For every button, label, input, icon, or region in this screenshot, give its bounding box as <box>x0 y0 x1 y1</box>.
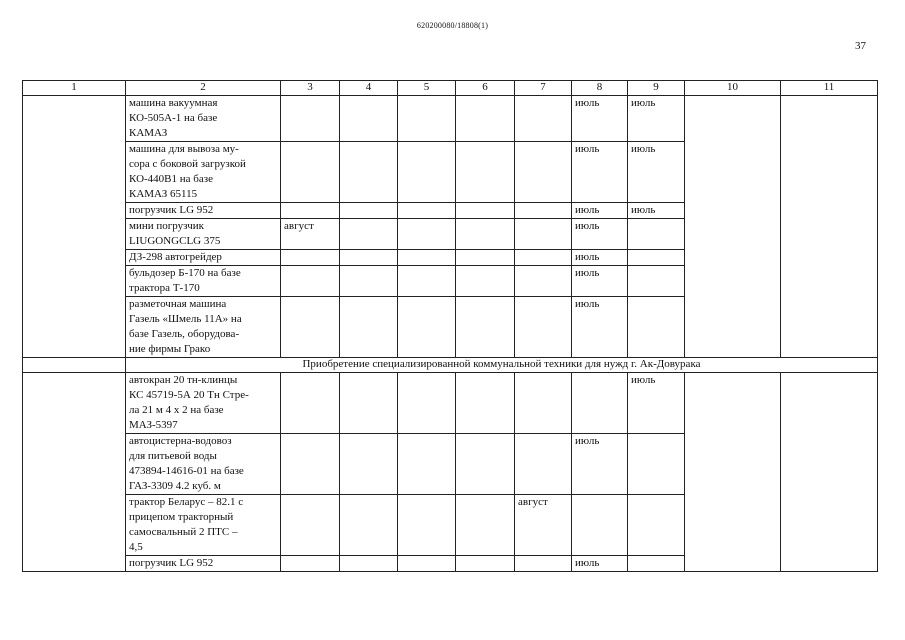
cell-col-7 <box>515 373 572 434</box>
cell-col-8: июль <box>572 96 628 142</box>
equipment-name-line: ГАЗ-3309 4.2 куб. м <box>129 480 221 492</box>
cell-col-7 <box>515 219 572 250</box>
cell-col-6 <box>456 434 515 495</box>
equipment-name-cell <box>126 297 281 358</box>
cell-col-8: июль <box>572 434 628 495</box>
cell-col-5 <box>398 142 456 203</box>
equipment-name-line: КО-505А-1 на базе <box>129 112 218 124</box>
column-header: 7 <box>515 81 572 96</box>
equipment-name-line: прицепом тракторный <box>129 511 234 523</box>
equipment-name-line: автокран 20 тн-клинцы <box>129 374 238 386</box>
equipment-name-line: машина вакуумная <box>129 97 218 109</box>
equipment-name-line: трактора Т-170 <box>129 282 200 294</box>
cell-col-3 <box>281 203 340 219</box>
column-header: 5 <box>398 81 456 96</box>
cell-col-8 <box>572 495 628 556</box>
cell-col-7: август <box>515 495 572 556</box>
cell-col-3 <box>281 297 340 358</box>
cell-col-9 <box>628 250 685 266</box>
cell-col-9: июль <box>628 373 685 434</box>
equipment-name-line: погрузчик LG 952 <box>129 557 214 569</box>
cell-col-7 <box>515 250 572 266</box>
equipment-name-cell <box>126 250 281 266</box>
cell-col-5 <box>398 266 456 297</box>
cell-col-7 <box>515 434 572 495</box>
cell-col-9 <box>628 266 685 297</box>
cell-col-3 <box>281 266 340 297</box>
cell-col-4 <box>340 297 398 358</box>
cell-col-3 <box>281 142 340 203</box>
equipment-name-line: КС 45719-5А 20 Тн Стре- <box>129 389 249 401</box>
cell-col-5 <box>398 219 456 250</box>
cell-col-7 <box>515 96 572 142</box>
equipment-name-cell <box>126 434 281 495</box>
cell-col-3 <box>281 96 340 142</box>
cell-col-5 <box>398 373 456 434</box>
cell-col-5 <box>398 96 456 142</box>
equipment-name-line: погрузчик LG 952 <box>129 204 214 216</box>
cell-col-3 <box>281 373 340 434</box>
cell-col-4 <box>340 96 398 142</box>
cell-col-10 <box>685 373 781 572</box>
cell-col-6 <box>456 219 515 250</box>
equipment-name-cell <box>126 373 281 434</box>
cell-col-8: июль <box>572 203 628 219</box>
equipment-name-line: 473894-14616-01 на базе <box>129 465 244 477</box>
cell-col-4 <box>340 373 398 434</box>
cell-col-1 <box>23 373 126 572</box>
equipment-name-line: трактор Беларус – 82.1 с <box>129 496 244 508</box>
cell-col-6 <box>456 495 515 556</box>
cell-col-4 <box>340 203 398 219</box>
cell-col-8: июль <box>572 556 628 572</box>
cell-col-9 <box>628 297 685 358</box>
cell-col-3 <box>281 556 340 572</box>
column-header: 6 <box>456 81 515 96</box>
equipment-name-cell <box>126 142 281 203</box>
cell-col-5 <box>398 495 456 556</box>
cell-col-4 <box>340 556 398 572</box>
equipment-name-line: автоцистерна-водовоз <box>129 435 232 447</box>
cell-col-8: июль <box>572 297 628 358</box>
equipment-name-line: Газель «Шмель 11А» на <box>129 313 242 325</box>
cell-col-3 <box>281 495 340 556</box>
cell-col-6 <box>456 266 515 297</box>
cell-col-3 <box>281 434 340 495</box>
page-number: 37 <box>855 40 866 52</box>
column-header-row <box>23 81 878 96</box>
equipment-name-cell <box>126 203 281 219</box>
cell-col-6 <box>456 250 515 266</box>
cell-col-9 <box>628 556 685 572</box>
cell-col-9: июль <box>628 203 685 219</box>
cell-col-7 <box>515 203 572 219</box>
cell-col-4 <box>340 266 398 297</box>
document-code: 620200080/18808(1) <box>416 21 489 30</box>
cell-col-8: июль <box>572 219 628 250</box>
equipment-name-line: КО-440В1 на базе <box>129 173 213 185</box>
cell-col-5 <box>398 203 456 219</box>
equipment-name-line: LIUGONGCLG 375 <box>129 235 221 247</box>
cell-col-4 <box>340 434 398 495</box>
cell-col-8: июль <box>572 250 628 266</box>
equipment-name-line: разметочная машина <box>129 298 227 310</box>
equipment-name-line: КАМАЗ 65115 <box>129 188 198 200</box>
equipment-name-cell <box>126 219 281 250</box>
procurement-table <box>22 80 878 572</box>
cell-col-5 <box>398 556 456 572</box>
cell-col-4 <box>340 142 398 203</box>
cell-col-9 <box>628 495 685 556</box>
cell-col-6 <box>456 297 515 358</box>
equipment-name-line: самосвальный 2 ПТС – <box>129 526 238 538</box>
column-header: 4 <box>340 81 398 96</box>
equipment-name-line: ние фирмы Грако <box>129 343 211 355</box>
equipment-name-cell <box>126 495 281 556</box>
cell-col-4 <box>340 250 398 266</box>
equipment-name-line: КАМАЗ <box>129 127 168 139</box>
cell-col-7 <box>515 266 572 297</box>
cell-col-11 <box>781 373 878 572</box>
equipment-name-line: сора с боковой загрузкой <box>129 158 246 170</box>
equipment-name-line: машина для вывоза му- <box>129 143 239 155</box>
cell-col-9 <box>628 434 685 495</box>
cell-col-5 <box>398 297 456 358</box>
equipment-name-line: ла 21 м 4 х 2 на базе <box>129 404 224 416</box>
cell-col-8: июль <box>572 266 628 297</box>
cell-col-5 <box>398 250 456 266</box>
equipment-name-line: ДЗ-298 автогрейдер <box>129 251 222 263</box>
cell-col-6 <box>456 373 515 434</box>
section-title: Приобретение специализированной коммунальной техники для нужд г. Ак-Довурака <box>126 358 878 373</box>
cell-col-7 <box>515 297 572 358</box>
cell-col-4 <box>340 495 398 556</box>
column-header: 11 <box>781 81 878 96</box>
cell-col-3 <box>281 250 340 266</box>
table-row <box>23 96 878 142</box>
equipment-name-line: базе Газель, оборудова- <box>129 328 240 340</box>
cell-col-5 <box>398 434 456 495</box>
cell-col-9: июль <box>628 96 685 142</box>
column-header: 1 <box>23 81 126 96</box>
equipment-name-line: МАЗ-5397 <box>129 419 178 431</box>
cell-col-1 <box>23 358 126 373</box>
cell-col-6 <box>456 96 515 142</box>
cell-col-6 <box>456 556 515 572</box>
cell-col-9: июль <box>628 142 685 203</box>
equipment-name-cell <box>126 556 281 572</box>
column-header: 10 <box>685 81 781 96</box>
cell-col-8: июль <box>572 142 628 203</box>
column-header: 8 <box>572 81 628 96</box>
cell-col-1 <box>23 96 126 358</box>
cell-col-6 <box>456 142 515 203</box>
cell-col-4 <box>340 219 398 250</box>
cell-col-3: август <box>281 219 340 250</box>
column-header: 3 <box>281 81 340 96</box>
cell-col-6 <box>456 203 515 219</box>
column-header: 9 <box>628 81 685 96</box>
equipment-name-line: для питьевой воды <box>129 450 217 462</box>
section-row <box>23 358 878 373</box>
cell-col-8 <box>572 373 628 434</box>
cell-col-9 <box>628 219 685 250</box>
equipment-name-cell <box>126 266 281 297</box>
cell-col-7 <box>515 142 572 203</box>
equipment-name-line: 4,5 <box>129 541 143 553</box>
equipment-name-line: мини погрузчик <box>129 220 205 232</box>
cell-col-10 <box>685 96 781 358</box>
column-header: 2 <box>126 81 281 96</box>
cell-col-7 <box>515 556 572 572</box>
table-row <box>23 373 878 434</box>
equipment-name-cell <box>126 96 281 142</box>
cell-col-11 <box>781 96 878 358</box>
equipment-name-line: бульдозер Б-170 на базе <box>129 267 241 279</box>
